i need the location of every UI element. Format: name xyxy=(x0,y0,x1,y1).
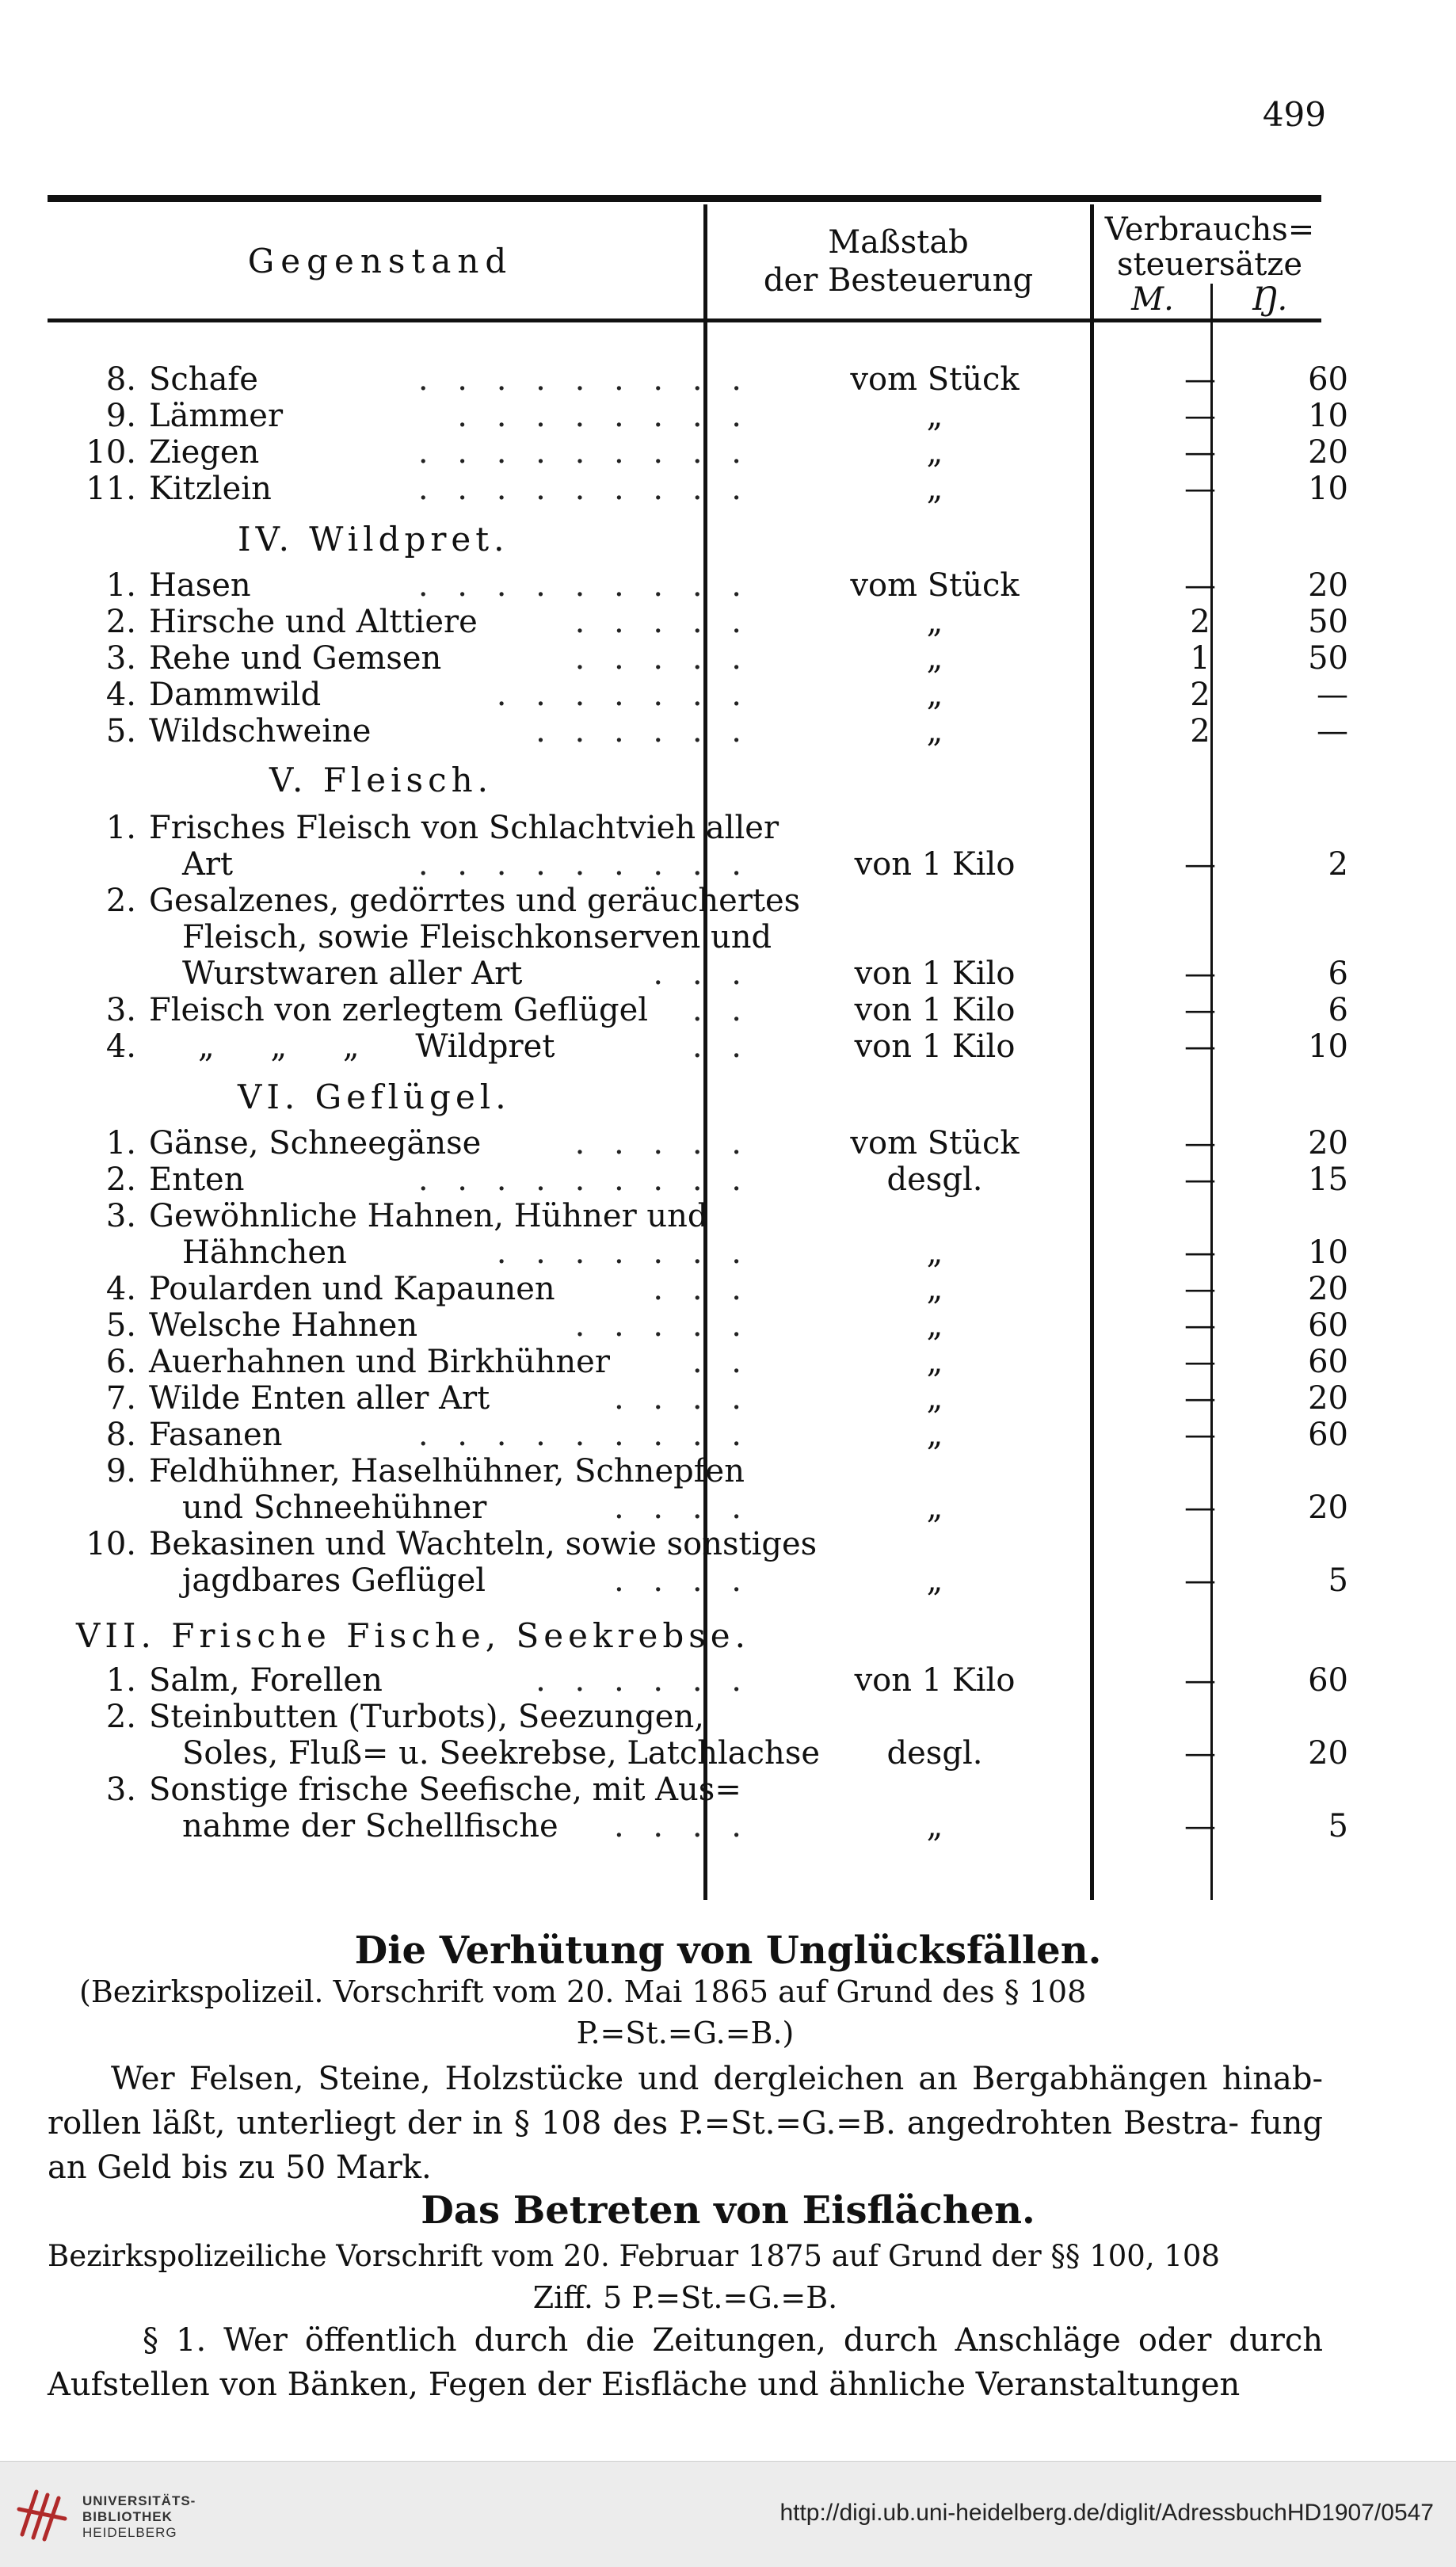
article-title-eisflaechen: Das Betreten von Eisflächen. xyxy=(421,2188,1035,2233)
viewer-footer xyxy=(0,2461,1456,2567)
header-rates-line2: steuersätze xyxy=(1116,246,1303,283)
section-heading-fische: VII. Frische Fische, Seekrebse. xyxy=(76,1616,750,1655)
article-subtitle-line1: Bezirkspolizeiliche Vorschrift vom 20. Februar 1875 auf Grund der §§ 100, 108 xyxy=(48,2239,1220,2273)
header-mark-unit: M. xyxy=(1131,281,1174,318)
header-measure-line1: Maßstab xyxy=(828,224,969,261)
section-heading-fleisch: V. Fleisch. xyxy=(269,761,494,799)
article-body: § 1. Wer öffentlich durch die Zeitungen, durch Anschläge oder durch Aufstellen von Bänken, Fegen der Eisfläche und ähnliche Veranstaltungen xyxy=(48,2322,1323,2403)
section-heading-wildpret: IV. Wildpret. xyxy=(238,520,509,559)
page-number: 499 xyxy=(1262,95,1326,134)
column-divider-3 xyxy=(1210,284,1213,1900)
header-measure-line2: der Besteuerung xyxy=(763,262,1034,299)
library-name-line1: UNIVERSITÄTS- xyxy=(82,2493,196,2508)
university-seal-icon xyxy=(16,2482,71,2542)
library-name-line3: HEIDELBERG xyxy=(82,2525,177,2540)
article-body: Wer Felsen, Steine, Holzstücke und dergleichen an Bergabhängen hinab- rollen läßt, unterliegt der in § 108 des P.=St.=G.=B. angedrohten Bestra- fung an Geld bis zu 50 Mark. xyxy=(48,2061,1323,2186)
header-pfennig-unit: Ŋ. xyxy=(1250,281,1288,318)
article-subtitle-line1: (Bezirkspolizeil. Vorschrift vom 20. Mai 1865 auf Grund des § 108 xyxy=(79,1974,1087,2009)
table-top-rule xyxy=(48,195,1321,202)
library-name-line2: BIBLIOTHEK xyxy=(82,2509,173,2524)
table-header-rule xyxy=(48,318,1321,322)
section-heading-gefluegel: VI. Geflügel. xyxy=(238,1078,511,1116)
header-rates-line1: Verbrauchs= xyxy=(1104,212,1315,248)
article-subtitle-line2: P.=St.=G.=B.) xyxy=(576,2016,795,2050)
article-subtitle-line2: Ziff. 5 P.=St.=G.=B. xyxy=(532,2280,838,2315)
article-title-unfallverhuetung: Die Verhütung von Unglücksfällen. xyxy=(354,1928,1102,1973)
header-subject: Gegenstand xyxy=(247,242,513,280)
permalink-url[interactable]: http://digi.ub.uni-heidelberg.de/diglit/AdressbuchHD1907/0547 xyxy=(779,2500,1434,2526)
